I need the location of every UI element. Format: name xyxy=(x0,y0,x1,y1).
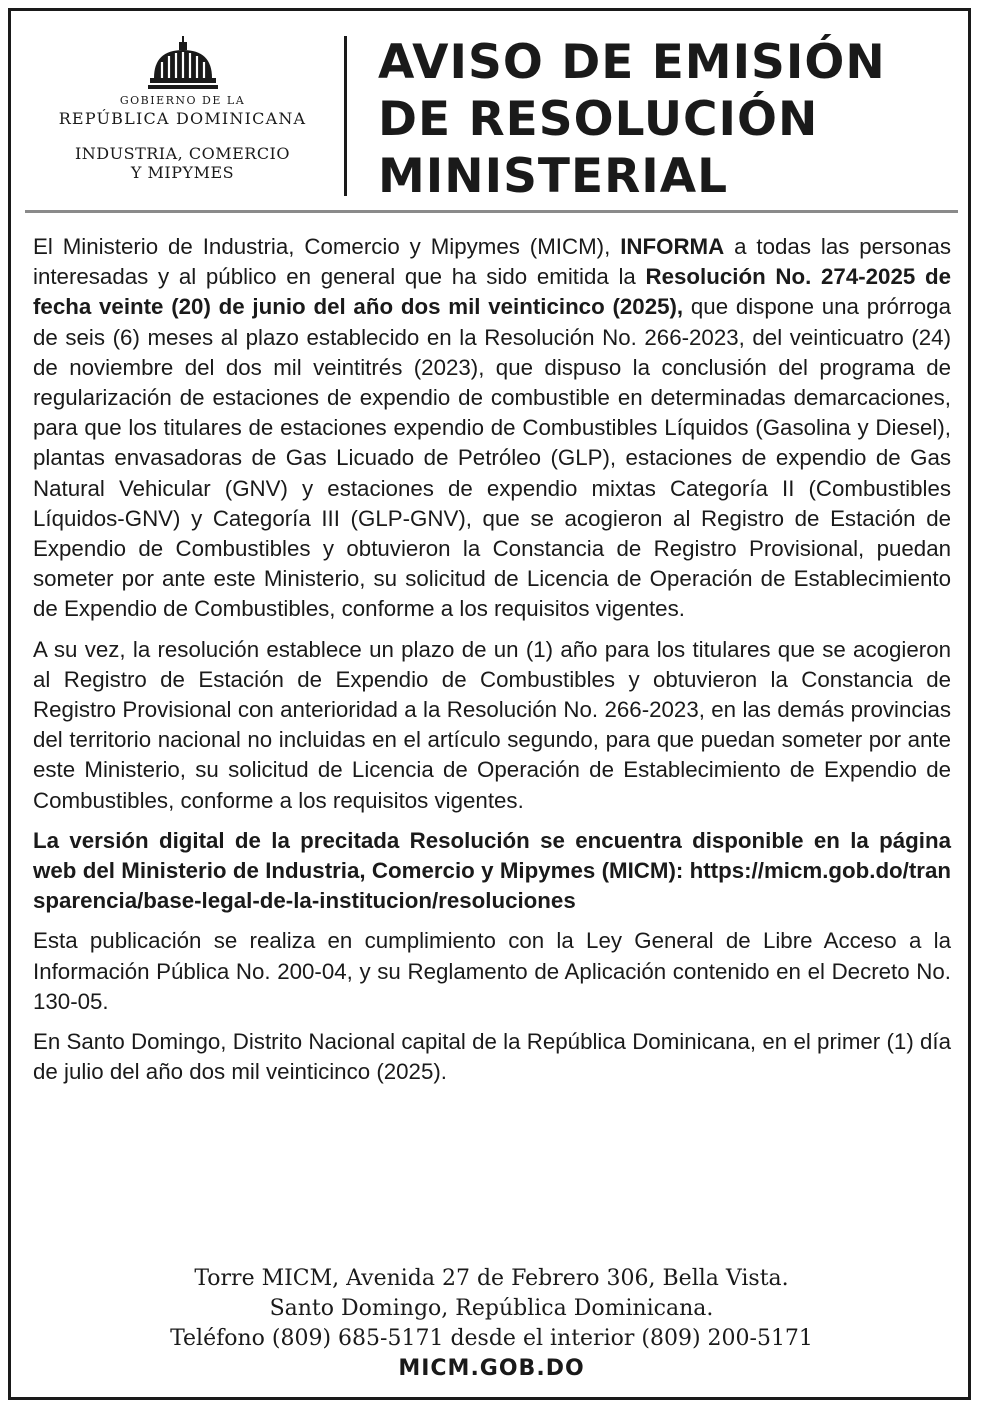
notice-header xyxy=(30,34,955,204)
p1-informa: INFORMA xyxy=(620,234,725,259)
p3-text: La versión digital de la precitada Resolución se encuentra disponible en la página web del Ministerio de Industria, Comercio y Mipymes (MICM): xyxy=(33,827,951,884)
paragraph-informa xyxy=(33,232,951,625)
p1-resolution-ref: Resolución No. 274-2025 de fecha veinte (20) de junio del año dos mil veinticinco (2025), xyxy=(33,264,951,320)
paragraph-ley: Esta publicación se realiza en cumplimiento con la Ley General de Libre Acceso a la Información Pública No. 200-04, y su Reglamento de Aplicación contenido en el Decreto No. 130-05. xyxy=(33,928,951,1014)
logo-republica: REPÚBLICA DOMINICANA xyxy=(58,109,307,128)
footer-address-1: Torre MICM, Avenida 27 de Febrero 306, Bella Vista. xyxy=(194,1266,789,1291)
notice-title xyxy=(378,34,948,205)
government-logo xyxy=(40,34,325,194)
footer-phone: Teléfono (809) 685-5171 desde el interior (809) 200-5171 xyxy=(170,1326,813,1351)
paragraph-fecha: En Santo Domingo, Distrito Nacional capital de la República Dominicana, en el primer (1) día de julio del año dos mil veinticinco (2025). xyxy=(33,1029,951,1085)
ministry-name-line-2: Y MIPYMES xyxy=(130,163,235,182)
p1-audience: a todas las personas interesadas y al público en general que ha sido emitida la xyxy=(33,234,952,290)
dome-icon xyxy=(148,34,218,92)
notice-footer xyxy=(0,1264,983,1384)
paragraph-plazo: A su vez, la resolución establece un plazo de un (1) año para los titulares que se acogieron al Registro de Estación de Expendio de Combustibles y obtuvieron la Constancia de Registro Provisional con anterioridad a la Resolución No. 266-2023, en las demás provincias del territorio nacional no incluidas en el artículo segundo, para que puedan someter por ante este Ministerio, su solicitud de Licencia de Operación de Establecimiento de Expendio de Combustibles, conforme a los requisitos vigentes. xyxy=(33,636,951,813)
title-line-3: MINISTERIAL xyxy=(378,149,729,204)
p1-intro: El Ministerio de Industria, Comercio y Mipymes (MICM), xyxy=(33,234,621,259)
header-divider xyxy=(344,36,347,196)
p1-details: que dispone una prórroga de seis (6) meses al plazo establecido en la Resolución No. 266-2023, del veinticuatro (24) de noviembre del dos mil veintitrés (2023), que dispuso la conclusión del programa de regularización de estaciones de expendio de combustible en determinadas demarcaciones, para que los titulares de estaciones expendio de Combustibles Líquidos (Gasolina y Diesel), plantas envasadoras de Gas Licuado de Petróleo (GLP), estaciones de expendio de Gas Natural Vehicular (GNV) y estaciones de expendio mixtas Categoría II (Combustibles Líquidos-GNV) y Categoría III (GLP-GNV), que se acogieron al Registro de Estación de Expendio de Combustibles y obtuvieron la Constancia de Registro Provisional, puedan someter por ante este Ministerio, su solicitud de Licencia de Operación de Establecimiento de Expendio de Combustibles, conforme a los requisitos vigentes. xyxy=(33,294,951,622)
title-line-1: AVISO DE EMISIÓN xyxy=(378,35,886,90)
notice-body xyxy=(33,232,951,1097)
resolution-url-link[interactable]: https://micm.gob.do/transparencia/base-legal-de-la-institucion/resoluciones xyxy=(33,858,951,914)
header-rule xyxy=(25,210,958,213)
footer-address-2: Santo Domingo, República Dominicana. xyxy=(269,1296,714,1321)
paragraph-digital-version xyxy=(33,826,951,917)
logo-gobierno: GOBIERNO DE LA xyxy=(119,94,246,107)
footer-website-link[interactable]: MICM.GOB.DO xyxy=(398,1356,585,1381)
title-line-2: DE RESOLUCIÓN xyxy=(378,92,819,147)
ministry-name-line-1: INDUSTRIA, COMERCIO xyxy=(74,144,290,163)
